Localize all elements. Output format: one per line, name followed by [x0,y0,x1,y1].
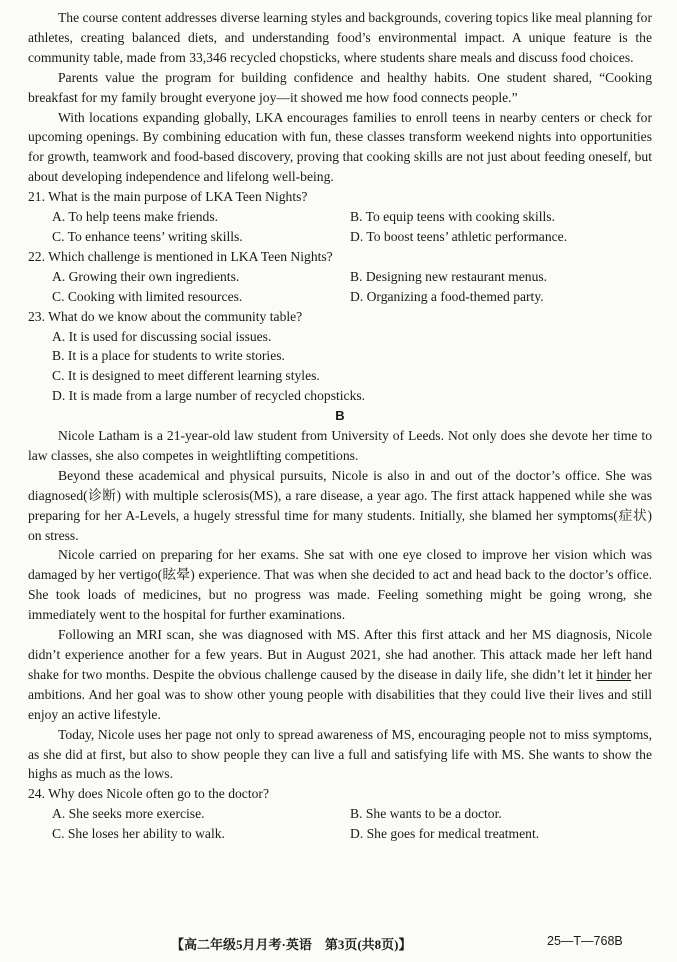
section-b-heading: B [335,408,345,424]
passage-b-paragraph-3: Nicole carried on preparing for her exams. She sat with one eye closed to improve her vision which was damaged by her vertigo(眩晕) experience. That was when she decided to act and head back to the doctor’s office. She took loads of medicines, but no progress was made. Feeling something might be going wrong, she immediately went to the hospital for further examinations. [28,547,652,623]
question-23-option-c[interactable]: C. It is designed to meet different learning styles. [52,368,320,384]
question-21-stem: 21. What is the main purpose of LKA Teen Nights? [28,189,308,205]
passage-a-paragraph-3: With locations expanding globally, LKA encourages families to enroll teens in nearby centers or check for upcoming openings. By combining education with fun, these classes transform weekend nights into opportunities for growth, teamwork and food-based discovery, proving that cooking skills are not just about feeding oneself, but about developing independence and lifelong well-being. [28,109,652,185]
paragraph-4-text-before: Following an MRI scan, she was diagnosed with MS. After this first attack and her MS diagnosis, Nicole didn’t experience another for a few years. But in August 2021, she had another. This attack made her left hand shake for two months. Despite the obvious challenge caused by the disease in daily life, she didn’t let it [28,627,652,682]
question-23-stem: 23. What do we know about the community table? [28,308,303,324]
question-22-options-row-1 [28,267,652,287]
question-22 [28,247,652,307]
question-22-option-d[interactable]: D. Organizing a food-themed party. [350,288,544,304]
question-21-options-row-1 [28,207,652,227]
question-21-option-c[interactable]: C. To enhance teens’ writing skills. [52,228,243,244]
question-21-option-b[interactable]: B. To equip teens with cooking skills. [350,209,555,225]
question-21-option-a[interactable]: A. To help teens make friends. [52,209,219,225]
footer-exam-code: 25—T—768B [547,934,623,948]
passage-b-paragraph-5: Today, Nicole uses her page not only to spread awareness of MS, encouraging people not to miss symptoms, as she did at first, but also to show people they can live a full and satisfying life with MS. She wants to show the highs as much as the lows. [28,726,652,782]
question-24 [28,784,652,844]
footer-exam-info: 【高二年级5月月考·英语 第3页(共8页)】 [171,937,412,952]
question-24-options-row-1 [28,804,652,824]
paragraph-4-text-after: her ambitions. And her goal was to show other young people with disabilities that they could live their lives and still enjoy an active lifestyle. [28,666,652,722]
question-22-option-a[interactable]: A. Growing their own ingredients. [52,268,240,284]
question-21 [28,187,652,247]
question-21-option-d[interactable]: D. To boost teens’ athletic performance. [350,228,568,244]
question-22-options-row-2 [28,287,652,307]
question-23 [28,307,652,407]
question-22-stem: 22. Which challenge is mentioned in LKA Teen Nights? [28,248,333,264]
page-content [28,8,652,844]
underlined-word-hinder: hinder [596,666,632,682]
question-24-option-c[interactable]: C. She loses her ability to walk. [52,826,225,842]
question-22-option-c[interactable]: C. Cooking with limited resources. [52,288,243,304]
passage-b-paragraph-2: Beyond these academical and physical pursuits, Nicole is also in and out of the doctor’s office. She was diagnosed(诊断) with multiple sclerosis(MS), a rare disease, a year ago. The first attack happened while she was preparing for her A-Levels, a hugely stressful time for many students. Initially, she blamed her symptoms(症状) on stress. [28,467,652,543]
question-22-option-b[interactable]: B. Designing new restaurant menus. [350,268,548,284]
question-21-options-row-2 [28,227,652,247]
question-23-option-d[interactable]: D. It is made from a large number of recycled chopsticks. [52,388,366,404]
question-24-option-b[interactable]: B. She wants to be a doctor. [350,806,502,822]
passage-a-paragraph-2: Parents value the program for building confidence and healthy habits. One student shared, “Cooking breakfast for my family brought everyone joy—it showed me how food connects people.” [28,69,652,105]
question-24-options-row-2 [28,824,652,844]
question-23-option-b[interactable]: B. It is a place for students to write stories. [52,348,285,364]
passage-b-paragraph-4 [28,625,652,725]
passage-b-paragraph-1: Nicole Latham is a 21-year-old law student from University of Leeds. Not only does she devote her time to law classes, she also competes in weightlifting competitions. [28,428,652,463]
question-24-stem: 24. Why does Nicole often go to the doctor? [28,786,269,802]
question-23-option-a[interactable]: A. It is used for discussing social issues. [52,328,272,344]
question-24-option-d[interactable]: D. She goes for medical treatment. [350,826,540,842]
passage-a-paragraph-1: The course content addresses diverse learning styles and backgrounds, covering topics like meal planning for athletes, creating balanced diets, and understanding food’s environmental impact. A unique feature is the community table, made from 33,346 recycled chopsticks, where students share meals and discuss food choices. [28,10,652,65]
question-24-option-a[interactable]: A. She seeks more exercise. [52,806,205,822]
